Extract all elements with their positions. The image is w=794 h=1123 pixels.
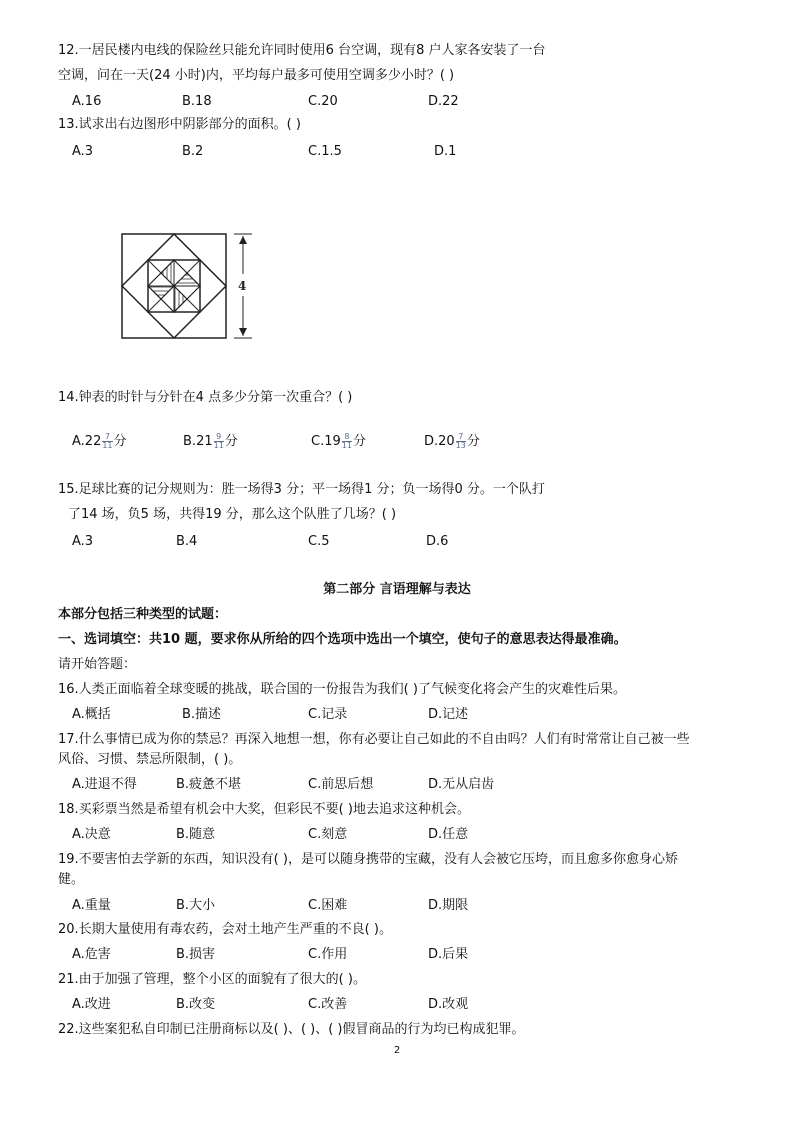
q17-option-c: C.前思后想	[308, 777, 374, 792]
q20-option-c: C.作用	[308, 947, 348, 962]
q15-option-d: D.6	[426, 534, 449, 549]
q16-option-c: C.记录	[308, 707, 348, 722]
q13-option-c: C.1.5	[308, 144, 342, 159]
q16-option-d: D.记述	[428, 707, 469, 722]
q15-option-c: C.5	[308, 534, 330, 549]
q18-option-c: C.刻意	[308, 827, 348, 842]
q14-text: 14.钟表的时针与分针在4 点多少分第一次重合？( )	[58, 390, 353, 405]
q19-option-d: D.期限	[428, 898, 469, 913]
q13-option-b: B.2	[182, 144, 204, 159]
q18-text: 18.买彩票当然是希望有机会中大奖，但彩民不要( )地去追求这种机会。	[58, 802, 470, 817]
q20-option-d: D.后果	[428, 947, 469, 962]
q13-option-d: D.1	[434, 144, 457, 159]
part2-title: 第二部分 言语理解与表达	[323, 582, 471, 597]
start-prompt: 请开始答题：	[58, 657, 137, 672]
shaded-area-figure	[118, 230, 268, 342]
q14-option-a: A.22 $\frac{7}{11}$ 分	[72, 432, 127, 450]
q18-option-d: D.任意	[428, 827, 469, 842]
q20-text: 20.长期大量使用有毒农药，会对土地产生严重的不良( )。	[58, 922, 392, 937]
q15-option-a: A.3	[72, 534, 94, 549]
q15-line2: 了14 场，负5 场，共得19 分，那么这个队胜了几场？( )	[68, 507, 397, 522]
q21-option-a: A.改进	[72, 997, 111, 1012]
q14-option-b: B.21 $\frac{9}{11}$ 分	[183, 432, 238, 450]
q19-line1: 19.不要害怕去学新的东西，知识没有( )，是可以随身携带的宝藏，没有人会被它压垮，而且愈多你愈身心矫	[58, 852, 678, 867]
figure-dimension-label: 4	[238, 279, 247, 293]
q21-option-c: C.改善	[308, 997, 348, 1012]
q19-line2: 健。	[58, 872, 85, 887]
q17-option-a: A.进退不得	[72, 777, 137, 792]
q21-option-d: D.改观	[428, 997, 469, 1012]
q17-line2: 风俗、习惯、禁忌所限制，( )。	[58, 752, 242, 767]
q14-option-c: C.19 $\frac{8}{11}$ 分	[311, 432, 366, 450]
q16-text: 16.人类正面临着全球变暖的挑战，联合国的一份报告为我们( )了气候变化将会产生的灾难性后果。	[58, 682, 626, 697]
q12-option-b: B.18	[182, 94, 212, 109]
page-number: 2	[393, 1045, 401, 1056]
q14-option-d: D.20 $\frac{7}{13}$ 分	[424, 432, 480, 450]
section1-instructions: 一、选词填空：共10 题，要求你从所给的四个选项中选出一个填空，使句子的意思表达得最准确。	[58, 632, 627, 647]
q19-option-c: C.困难	[308, 898, 348, 913]
q16-option-a: A.概括	[72, 707, 111, 722]
part2-intro: 本部分包括三种类型的试题：	[58, 607, 228, 622]
q21-text: 21.由于加强了管理，整个小区的面貌有了很大的( )。	[58, 972, 366, 987]
q20-option-a: A.危害	[72, 947, 111, 962]
q15-option-b: B.4	[176, 534, 198, 549]
q13-text: 13.试求出右边图形中阴影部分的面积。( )	[58, 117, 301, 132]
q16-option-b: B.描述	[182, 707, 222, 722]
q18-option-b: B.随意	[176, 827, 216, 842]
q19-option-b: B.大小	[176, 898, 216, 913]
q18-option-a: A.决意	[72, 827, 111, 842]
q12-line1: 12.一居民楼内电线的保险丝只能允许同时使用6 台空调，现有8 户人家各安装了一台	[58, 43, 546, 58]
q21-option-b: B.改变	[176, 997, 216, 1012]
q12-option-a: A.16	[72, 94, 102, 109]
q12-option-d: D.22	[428, 94, 459, 109]
q17-option-b: B.疲惫不堪	[176, 777, 242, 792]
q17-option-d: D.无从启齿	[428, 777, 495, 792]
q22-text: 22.这些案犯私自印制已注册商标以及( )、( )、( )假冒商品的行为均已构成犯罪。	[58, 1022, 525, 1037]
q20-option-b: B.损害	[176, 947, 216, 962]
q15-line1: 15.足球比赛的记分规则为：胜一场得3 分；平一场得1 分；负一场得0 分。一个队打	[58, 482, 545, 497]
q17-line1: 17.什么事情已成为你的禁忌？再深入地想一想，你有必要让自己如此的不自由吗？人们有时常常让自己被一些	[58, 732, 690, 747]
q12-line2: 空调，问在一天(24 小时)内，平均每户最多可使用空调多少小时？( )	[58, 68, 455, 83]
q12-option-c: C.20	[308, 94, 338, 109]
q19-option-a: A.重量	[72, 898, 111, 913]
q13-option-a: A.3	[72, 144, 94, 159]
